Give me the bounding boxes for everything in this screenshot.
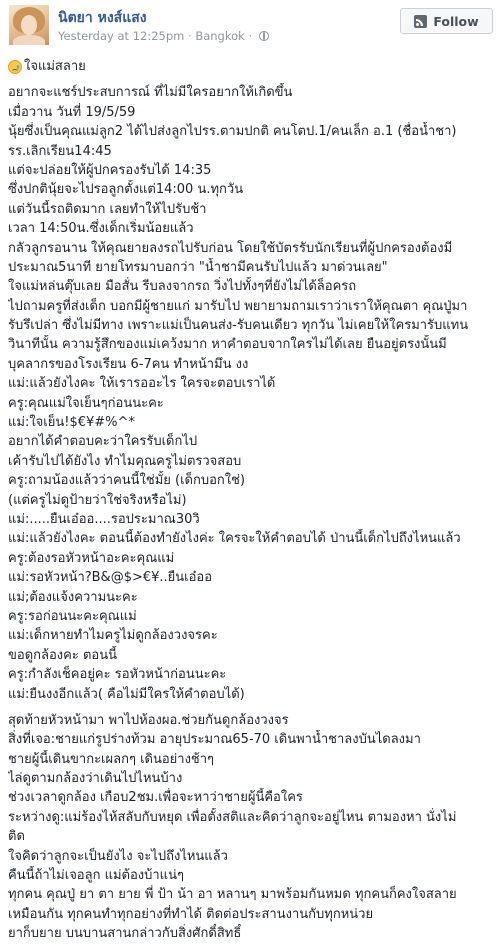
post-text-line: ยาก็บยาย บนบานสานกล่าวกับสิ่งศักดิ์สิทธิ์ xyxy=(8,926,242,942)
post-text-line: อยากได้คำตอบคะว่าใครรับเด็กไป xyxy=(8,434,198,450)
post-text-line: วินาทีนั้น ความรู้สึกของแม่เคว้งมาก หาคำตอบจากใครไม่ได้เลย ยืนอยู่ตรงนั้นมี xyxy=(8,337,447,353)
post-text-line: ระหว่างดู:แม่ร้องไห้สลับกับหยุด เพื่อตั้งสติและคิดว่าลูกจะอยู่ไหน ตามองหา นั่งไม่ xyxy=(8,809,457,825)
post-text-line: แต่จะปล่อยให้ผู้ปกครองรับได้ 14:35 xyxy=(8,162,212,178)
post-text-line: แม่:ยืนงงอีกแล้ว( คือไม่มีใครให้คำตอบได้) xyxy=(8,686,245,702)
post-text-line: ประมาณ5นาที ยายโทรมาบอกว่า "น้ำชามีคนรับไปแล้ว มาด่วนเลย" xyxy=(8,259,388,275)
post-text-line: สิ่งที่เจอ:ชายแก่รูปร่างท้วม อายุประมาณ65-70 เดินพาน้ำชาลงบันไดลงมา xyxy=(8,732,421,748)
globe-icon[interactable] xyxy=(259,31,269,41)
post-text-line: แม่:เด็กหายทำไมครูไม่ดูกล้องวงจรคะ xyxy=(8,628,218,644)
post-text-line: ครู:ต้องรอหัวหน้าอะคะคุณแม่ xyxy=(8,550,175,566)
paragraph-gap xyxy=(8,76,494,83)
post-meta xyxy=(58,29,269,43)
post-text-line: เมื่อวาน วันที่ 19/5/59 xyxy=(8,104,136,120)
post-text-line: ขอดูกล้องคะ ตอนนี้ xyxy=(8,647,117,663)
rss-icon xyxy=(414,15,427,28)
post-text-line: สุดท้ายหัวหน้ามา พาไปห้องผอ.ช่วยกันดูกล้องวงจร xyxy=(8,712,289,728)
post-text-line: เวลา 14:50น.ซึ่งเด็กเริ่มน้อยแล้ว xyxy=(8,221,194,237)
post-text-line: แต่วันนี้รถติดมาก เลยทำให้ไปรับช้า xyxy=(8,201,207,217)
post-paragraph xyxy=(8,83,494,704)
follow-button[interactable] xyxy=(400,8,493,34)
post-text-line: ไล่ดูตามกล้องว่าเดินไปไหนบ้าง xyxy=(8,771,183,787)
paragraphs xyxy=(8,83,494,943)
post-text-line: เค้ารับไปได้ยังไง ทำไมคุณครูไม่ตรวจสอบ xyxy=(8,453,242,469)
post-text-line: แม่:.....ยืนเอ๋ออ....รอประมาณ30วิ xyxy=(8,511,200,527)
post-text-line: แม่:รอหัวหน้า?B&@$>€¥..ยืนเอ๋ออ xyxy=(8,570,213,586)
post-text-line: แม่:แล้วยังไงคะ ตอนนี้ต้องทำยังไงค่ะ ใครจะให้คำตอบได้ ป่านนี้เด็กไปถึงไหนแล้ว xyxy=(8,531,461,547)
follow-label: Follow xyxy=(433,13,479,29)
post-text-line: (แต่ครูไม่ดูป้ายว่าใช่จริงหรือไม่) xyxy=(8,492,187,508)
meta-separator: · xyxy=(248,29,256,43)
post-text-line: ชายผู้นี้เดินขากะเผลกๆ เดินอย่างช้าๆ xyxy=(8,751,215,767)
post-text-line: ช่วงเวลาดูกล้อง เกือบ2ชม.เพื่อจะหาว่าชายผู้นี้คือใคร xyxy=(8,790,303,806)
post-text-line: ติด xyxy=(8,829,25,845)
post-body xyxy=(8,57,494,944)
post-title-text: ใจแม่สลาย xyxy=(24,59,86,74)
post-text-line: แม่:ใจเย็น!$€¥#%^* xyxy=(8,415,135,431)
post-title xyxy=(8,57,494,76)
post-text-line: กลัวลูกรอนาน ให้คุณยายลงรถไปรับก่อน โดยใช้บัตรรับนักเรียนที่ผู้ปกครองต้องมี xyxy=(8,240,453,256)
author-avatar[interactable] xyxy=(9,5,49,45)
post-text-line: ครู:รอก่อนนะคะคุณแม่ xyxy=(8,608,137,624)
post-text-line: ครู:ถามน้องแล้วว่าคนนี้ใช่มั้ย (เด็กบอกใช่) xyxy=(8,473,246,489)
post-text-line: แม่;ต้องแจ้งความนะคะ xyxy=(8,589,138,605)
post-text-line: ทุกคน คุณปู่ ยา ตา ยาย พี่ ป้า น้า อา หลานๆ มาพร้อมกันหมด ทุกคนก็คงใจสลาย xyxy=(8,887,457,903)
post-paragraph xyxy=(8,711,494,944)
post-text-line: เหมือนกัน ทุกคนทำทุกอย่างที่ทำได้ ติดต่อประสานงานกับทุกหน่วย xyxy=(8,906,374,922)
post-location[interactable]: Bangkok xyxy=(195,29,245,43)
post-text-line: ครู:กำลังเช็คอยู่คะ รอหัวหน้าก่อนนะคะ xyxy=(8,667,227,683)
post-text-line: ครู:คุณแม่ใจเย็นๆก่อนนะคะ xyxy=(8,395,164,411)
post-text-line: บุคลากรของโรงเรียน 6-7คน ทำหน้ามึน งง xyxy=(8,356,249,372)
post-text-line: อยากจะแชร์ประสบการณ์ ที่ไม่มีใครอยากให้เกิดขึ้น xyxy=(8,85,293,101)
post-text-line: รับรึเปล่า ซึ่งไม่มีทาง เพราะแม่เป็นคนส่ง-รับคนเดียว ทุกวัน ไม่เคยให้ใครมารับแทน xyxy=(8,318,469,334)
post-text-line: แม่:แล้วยังไงคะ ให้เรารออะไร ใครจะตอบเราได้ xyxy=(8,376,276,392)
paragraph-gap xyxy=(8,704,494,711)
post-text-line: ไปถามครูที่ส่งเด็ก บอกมีผู้ชายแก่ มารับไป พยายามถามเราว่าเราให้คุณตา คุณปู่มา xyxy=(8,298,468,314)
post-timestamp[interactable]: Yesterday at 12:25pm xyxy=(58,29,185,43)
crying-face-emoji-icon xyxy=(8,60,22,74)
avatar-face xyxy=(21,15,37,35)
post-text-line: ซึ่งปกตินุ้ยจะไปรอลูกตั้งแต่14:00 น.ทุกวัน xyxy=(8,182,244,198)
meta-separator: · xyxy=(188,29,196,43)
author-name[interactable]: นิตยา หงส์แสง xyxy=(58,10,147,26)
post-text-line: รร.เลิกเรียน14:45 xyxy=(8,143,112,159)
avatar-shoulders xyxy=(13,35,45,45)
post-text-line: นุ้ยซึ่งเป็นคุณแม่ลูก2 ได้ไปส่งลูกไปรร.ตามปกติ คนโตป.1/คนเล็ก อ.1 (ชื่อน้ำชา) xyxy=(8,124,457,140)
post-text-line: คืนนี้ถ้าไม่เจอลูก แม่ต้องบ้าแน่ๆ xyxy=(8,868,184,884)
post-text-line: ใจแม่หล่นตุ๊บเลย มือสั่น รีบลงจากรถ วิ่งไปทั้งๆที่ยังไม่ได้ล็อครถ xyxy=(8,279,357,295)
post-text-line: ใจคิดว่าลูกจะเป็นยังไง จะไปถึงไหนแล้ว xyxy=(8,848,228,864)
